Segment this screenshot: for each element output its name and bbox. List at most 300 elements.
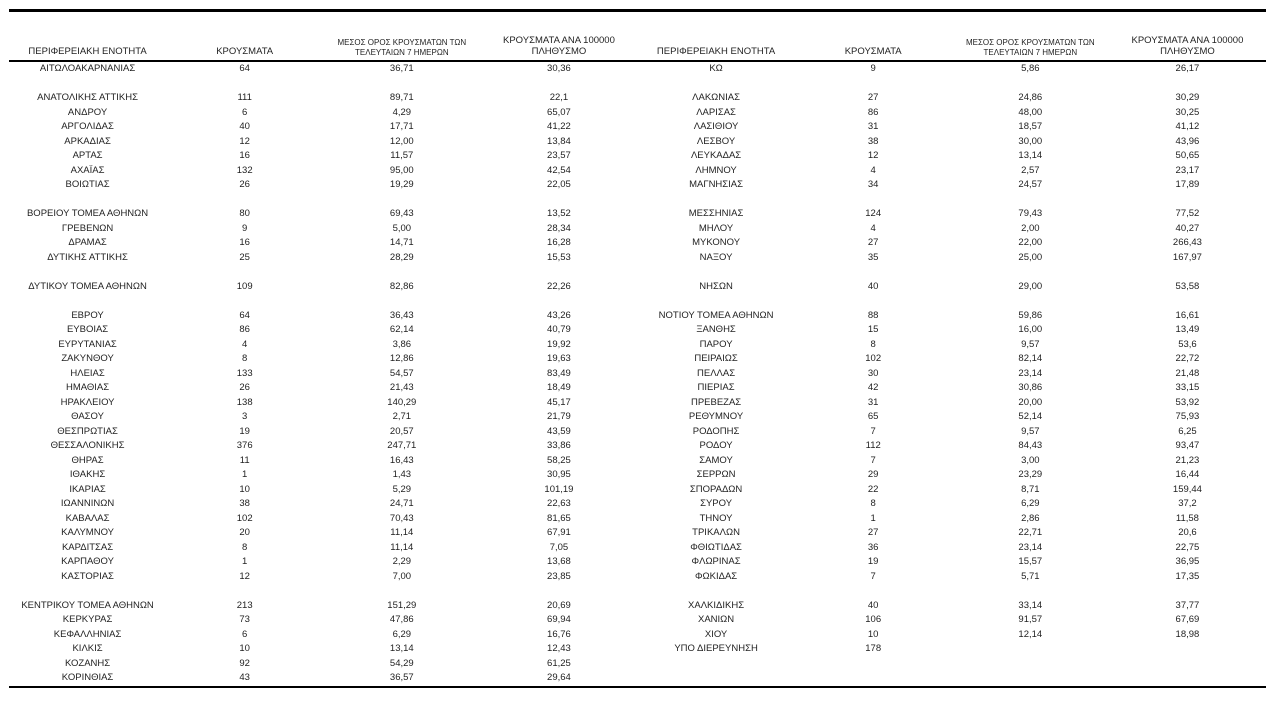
cell-region xyxy=(9,193,166,208)
cell-per100k: 67,91 xyxy=(547,527,571,538)
cell-avg7: 29,00 xyxy=(1018,280,1043,292)
table-row xyxy=(9,236,1266,251)
cell-avg7 xyxy=(952,671,1109,686)
cell-region: ΚΑΡΔΙΤΣΑΣ xyxy=(61,541,114,553)
cell-region: ΧΙΟΥ xyxy=(704,628,728,640)
cell-region: ΗΛΕΙΑΣ xyxy=(70,367,105,379)
cell-cases: 42 xyxy=(867,382,879,393)
cell-cases: 19 xyxy=(239,425,250,437)
cell-cases xyxy=(795,584,952,599)
cell-per100k: 30,29 xyxy=(1175,92,1200,103)
cell-cases: 138 xyxy=(236,396,253,408)
cell-region: ΛΕΥΚΑΔΑΣ xyxy=(690,150,742,161)
cell-region: ΖΑΚΥΝΘΟΥ xyxy=(61,353,114,364)
cell-cases xyxy=(166,265,323,280)
header-cases-right: ΚΡΟΥΣΜΑΤΑ xyxy=(795,12,952,61)
cell-cases: 4 xyxy=(870,222,876,234)
cell-per100k: 16,76 xyxy=(547,628,571,640)
cell-avg7: 7,00 xyxy=(392,570,412,582)
cell-region: ΛΕΣΒΟΥ xyxy=(696,135,736,147)
cell-region: ΚΟΡΙΝΘΙΑΣ xyxy=(61,672,114,683)
cell-per100k xyxy=(480,294,637,309)
table-row xyxy=(9,193,1266,208)
cell-avg7: 21,43 xyxy=(389,382,414,393)
cell-per100k: 13,52 xyxy=(547,208,571,219)
cell-region: ΘΕΣΣΑΛΟΝΙΚΗΣ xyxy=(50,440,125,451)
cell-cases: 213 xyxy=(236,599,253,611)
cell-region: ΑΝΑΤΟΛΙΚΗΣ ΑΤΤΙΚΗΣ xyxy=(37,92,138,103)
cell-cases: 34 xyxy=(867,179,879,190)
header-avg7-left xyxy=(323,12,480,61)
cell-per100k: 30,95 xyxy=(547,469,571,480)
cell-region: ΡΟΔΟΠΗΣ xyxy=(692,425,740,437)
table-row xyxy=(9,584,1266,599)
cell-avg7: 5,86 xyxy=(1021,63,1040,74)
table-row xyxy=(9,164,1266,179)
cell-avg7: 151,29 xyxy=(387,599,417,611)
cell-region xyxy=(9,584,166,599)
cell-cases: 102 xyxy=(236,512,253,524)
cell-avg7 xyxy=(952,265,1109,280)
cell-per100k: 36,95 xyxy=(1175,556,1200,567)
cell-cases: 11 xyxy=(239,454,250,466)
cell-region: ΑΡΤΑΣ xyxy=(72,150,103,161)
table-row xyxy=(9,599,1266,614)
cell-avg7: 2,00 xyxy=(1021,222,1040,234)
cell-region: ΦΩΚΙΔΑΣ xyxy=(694,570,738,582)
cell-avg7: 54,29 xyxy=(389,657,414,669)
cell-per100k: 83,49 xyxy=(547,367,571,379)
cell-avg7 xyxy=(952,584,1109,599)
cell-per100k: 22,63 xyxy=(547,498,571,509)
cell-region: ΧΑΝΙΩΝ xyxy=(697,614,735,625)
cell-per100k: 159,44 xyxy=(1172,483,1202,495)
table-row xyxy=(9,555,1266,570)
cell-cases: 106 xyxy=(865,614,882,625)
cell-per100k: 41,22 xyxy=(547,121,571,132)
cell-avg7: 5,71 xyxy=(1021,570,1040,582)
cell-region: ΘΑΣΟΥ xyxy=(71,411,104,422)
cell-region: ΚΕΝΤΡΙΚΟΥ ΤΟΜΕΑ ΑΘΗΝΩΝ xyxy=(21,599,154,611)
cell-cases: 6 xyxy=(242,628,248,640)
cell-per100k: 42,54 xyxy=(547,164,571,176)
cell-region: ΒΟΡΕΙΟΥ ΤΟΜΕΑ ΑΘΗΝΩΝ xyxy=(26,208,149,219)
cell-region: ΔΥΤΙΚΗΣ ΑΤΤΙΚΗΣ xyxy=(47,251,128,263)
cell-region: ΚΑΣΤΟΡΙΑΣ xyxy=(61,570,114,582)
table-row xyxy=(9,120,1266,135)
cell-cases: 8 xyxy=(242,541,248,553)
cell-per100k: 16,44 xyxy=(1175,469,1200,480)
cell-region: ΚΑΛΥΜΝΟΥ xyxy=(61,527,114,538)
cell-avg7: 8,71 xyxy=(1021,483,1040,495)
cell-cases: 30 xyxy=(867,367,879,379)
cell-per100k: 18,49 xyxy=(547,382,571,393)
cell-avg7: 16,00 xyxy=(1018,324,1043,335)
cell-avg7: 2,57 xyxy=(1021,164,1040,176)
header-per100k-right xyxy=(1109,12,1266,61)
cell-avg7 xyxy=(952,642,1109,657)
cell-cases: 111 xyxy=(237,92,252,103)
cell-avg7 xyxy=(323,584,480,599)
cell-per100k: 11,58 xyxy=(1175,512,1199,524)
cell-cases: 1 xyxy=(242,556,248,567)
cell-region: ΔΥΤΙΚΟΥ ΤΟΜΕΑ ΑΘΗΝΩΝ xyxy=(28,280,147,292)
cell-per100k: 26,17 xyxy=(1175,63,1200,74)
cell-per100k: 22,05 xyxy=(547,179,571,190)
cell-per100k: 43,26 xyxy=(547,309,571,321)
table-row xyxy=(9,613,1266,628)
cell-avg7: 16,43 xyxy=(389,454,414,466)
cell-cases: 40 xyxy=(867,280,879,292)
cell-region: ΚΕΦΑΛΛΗΝΙΑΣ xyxy=(53,628,122,640)
cell-avg7: 11,57 xyxy=(390,150,414,161)
cell-region: ΡΕΘΥΜΝΟΥ xyxy=(688,411,744,422)
cell-cases xyxy=(795,294,952,309)
cell-cases: 132 xyxy=(236,164,253,176)
cell-cases xyxy=(166,584,323,599)
cell-per100k: 29,64 xyxy=(547,672,571,683)
table-row xyxy=(9,671,1266,686)
cell-per100k: 40,27 xyxy=(1175,222,1200,234)
cell-region: ΒΟΙΩΤΙΑΣ xyxy=(65,179,110,190)
cell-cases: 36 xyxy=(867,541,879,553)
header-avg7-line2: ΤΕΛΕΥΤΑΙΩΝ 7 ΗΜΕΡΩΝ xyxy=(983,47,1078,57)
cell-region xyxy=(9,294,166,309)
cell-cases: 133 xyxy=(236,367,253,379)
cell-per100k: 30,25 xyxy=(1175,106,1200,118)
cell-region: ΥΠΟ ΔΙΕΡΕΥΝΗΣΗ xyxy=(674,643,758,654)
cell-cases: 9 xyxy=(870,63,876,74)
cell-avg7: 23,14 xyxy=(1018,367,1043,379)
cell-per100k xyxy=(1109,671,1266,686)
cell-region xyxy=(638,584,795,599)
cell-per100k: 43,96 xyxy=(1175,135,1200,147)
table-row xyxy=(9,512,1266,527)
cell-region: ΠΑΡΟΥ xyxy=(699,338,733,350)
cell-per100k: 22,1 xyxy=(549,92,569,103)
cell-region xyxy=(9,77,166,92)
cell-cases: 376 xyxy=(236,440,253,451)
cell-avg7: 79,43 xyxy=(1018,208,1043,219)
header-cases-left: ΚΡΟΥΣΜΑΤΑ xyxy=(166,12,323,61)
header-avg7-right xyxy=(952,12,1109,61)
cell-cases xyxy=(795,657,952,672)
table-row xyxy=(9,381,1266,396)
cell-cases: 12 xyxy=(239,570,250,582)
cell-avg7: 12,00 xyxy=(389,135,414,147)
cell-avg7: 6,29 xyxy=(392,628,412,640)
cell-region: ΚΩ xyxy=(709,63,723,74)
header-avg7-line1: ΜΕΣΟΣ ΟΡΟΣ ΚΡΟΥΣΜΑΤΩΝ ΤΩΝ xyxy=(965,38,1095,47)
cell-per100k: 75,93 xyxy=(1175,411,1200,422)
cell-cases xyxy=(795,265,952,280)
cell-avg7: 18,57 xyxy=(1018,121,1043,132)
cell-region: ΝΟΤΙΟΥ ΤΟΜΕΑ ΑΘΗΝΩΝ xyxy=(658,309,774,321)
cell-avg7: 36,43 xyxy=(389,309,414,321)
cell-cases: 109 xyxy=(236,280,253,292)
cell-region: ΛΑΚΩΝΙΑΣ xyxy=(692,92,740,103)
table-row xyxy=(9,541,1266,556)
table-row xyxy=(9,294,1266,309)
table-row xyxy=(9,77,1266,92)
table-row xyxy=(9,265,1266,280)
table-row xyxy=(9,468,1266,483)
header-per100k-line1: ΚΡΟΥΣΜΑΤΑ ΑΝΑ 100000 xyxy=(1131,35,1244,46)
cell-cases: 27 xyxy=(867,237,879,248)
cell-region: ΜΥΚΟΝΟΥ xyxy=(692,237,741,248)
cell-cases: 15 xyxy=(867,324,879,335)
cell-region: ΠΕΙΡΑΙΩΣ xyxy=(694,353,738,364)
cell-per100k xyxy=(1109,193,1266,208)
cell-cases: 64 xyxy=(239,309,250,321)
cell-cases: 31 xyxy=(867,396,879,408)
table-row xyxy=(9,454,1266,469)
cell-cases: 40 xyxy=(239,121,250,132)
cell-cases: 19 xyxy=(867,556,879,567)
cell-region: ΚΙΛΚΙΣ xyxy=(72,643,103,654)
cell-avg7: 23,29 xyxy=(1018,469,1043,480)
cell-avg7 xyxy=(323,193,480,208)
cell-region: ΚΕΡΚΥΡΑΣ xyxy=(62,614,113,625)
cell-per100k: 23,17 xyxy=(1175,164,1200,176)
cell-per100k xyxy=(1109,265,1266,280)
cell-cases: 7 xyxy=(870,570,876,582)
cell-avg7: 70,43 xyxy=(389,512,414,524)
cell-avg7: 89,71 xyxy=(389,92,414,103)
cell-avg7: 2,29 xyxy=(392,556,412,567)
table-row xyxy=(9,352,1266,367)
cell-per100k: 266,43 xyxy=(1172,237,1202,248)
cell-cases: 9 xyxy=(242,222,248,234)
cell-per100k: 77,52 xyxy=(1175,208,1200,219)
cell-avg7: 47,86 xyxy=(389,614,414,625)
cell-avg7 xyxy=(323,265,480,280)
cell-per100k: 22,72 xyxy=(1175,353,1200,364)
table-row xyxy=(9,628,1266,643)
cell-per100k: 37,2 xyxy=(1178,498,1197,509)
cell-region: ΙΚΑΡΙΑΣ xyxy=(69,483,106,495)
cell-cases xyxy=(166,77,323,92)
cell-per100k: 22,26 xyxy=(547,280,571,292)
cell-per100k: 19,92 xyxy=(547,338,571,350)
cell-per100k xyxy=(1109,584,1266,599)
cell-per100k: 16,28 xyxy=(547,237,571,248)
cell-per100k: 12,43 xyxy=(547,643,571,654)
table-row xyxy=(9,483,1266,498)
cell-cases: 7 xyxy=(870,454,876,466)
cell-per100k: 37,77 xyxy=(1175,599,1200,611)
cell-cases: 73 xyxy=(239,614,250,625)
cell-per100k: 61,25 xyxy=(547,657,571,669)
cell-region: ΚΑΒΑΛΑΣ xyxy=(65,512,110,524)
cell-per100k: 41,12 xyxy=(1175,121,1200,132)
cell-region: ΦΘΙΩΤΙΔΑΣ xyxy=(690,541,742,553)
cell-region: ΔΡΑΜΑΣ xyxy=(68,237,107,248)
cell-avg7: 84,43 xyxy=(1018,440,1043,451)
cell-per100k xyxy=(480,193,637,208)
cell-avg7: 12,86 xyxy=(389,353,414,364)
cell-per100k: 30,36 xyxy=(547,63,571,74)
cell-avg7: 13,14 xyxy=(389,643,414,654)
cell-region: ΑΡΚΑΔΙΑΣ xyxy=(64,135,111,147)
cell-avg7: 15,57 xyxy=(1018,556,1043,567)
cell-avg7: 3,86 xyxy=(392,338,412,350)
table-row xyxy=(9,338,1266,353)
header-region-right: ΠΕΡΙΦΕΡΕΙΑΚΗ ΕΝΟΤΗΤΑ xyxy=(638,12,795,61)
cell-per100k: 13,49 xyxy=(1175,324,1200,335)
cell-cases xyxy=(166,294,323,309)
cell-per100k: 21,79 xyxy=(547,411,571,422)
table-row xyxy=(9,91,1266,106)
cell-per100k: 23,85 xyxy=(547,570,571,582)
cell-region: ΙΘΑΚΗΣ xyxy=(69,469,106,480)
table-row xyxy=(9,439,1266,454)
cell-region xyxy=(638,265,795,280)
table-row xyxy=(9,251,1266,266)
cell-cases: 20 xyxy=(239,527,250,538)
table-row xyxy=(9,570,1266,585)
table-header-row xyxy=(9,12,1266,61)
cell-cases: 65 xyxy=(867,411,879,422)
table-row xyxy=(9,497,1266,512)
cell-cases: 8 xyxy=(242,353,248,364)
cell-cases: 92 xyxy=(239,657,250,669)
cell-cases: 27 xyxy=(867,527,879,538)
cell-region: ΑΙΤΩΛΟΑΚΑΡΝΑΝΙΑΣ xyxy=(39,63,136,74)
table-row xyxy=(9,135,1266,150)
cell-avg7: 13,14 xyxy=(1018,150,1043,161)
cell-avg7 xyxy=(952,193,1109,208)
cell-cases: 86 xyxy=(239,324,250,335)
cell-cases: 178 xyxy=(865,643,882,654)
cell-avg7: 9,57 xyxy=(1021,425,1040,437)
cell-region: ΑΡΓΟΛΙΔΑΣ xyxy=(61,121,114,132)
cell-avg7: 2,86 xyxy=(1021,512,1040,524)
cell-cases: 64 xyxy=(239,63,250,74)
cell-cases: 40 xyxy=(867,599,879,611)
cell-avg7: 247,71 xyxy=(387,440,417,451)
cell-region: ΝΑΞΟΥ xyxy=(699,251,733,263)
bottom-border-rule xyxy=(9,686,1266,688)
cell-cases: 12 xyxy=(239,135,250,147)
cell-cases: 10 xyxy=(239,643,250,654)
cell-avg7 xyxy=(323,294,480,309)
cell-avg7: 1,43 xyxy=(392,469,412,480)
cell-avg7: 25,00 xyxy=(1018,251,1043,263)
cell-cases: 35 xyxy=(867,251,879,263)
cell-cases: 1 xyxy=(870,512,876,524)
cell-avg7: 30,00 xyxy=(1018,135,1043,147)
cell-per100k: 21,23 xyxy=(1175,454,1200,466)
cell-per100k: 43,59 xyxy=(547,425,571,437)
cell-cases: 7 xyxy=(870,425,876,437)
cell-avg7: 36,57 xyxy=(389,672,414,683)
cell-per100k: 58,25 xyxy=(547,454,571,466)
cell-avg7 xyxy=(323,77,480,92)
cell-avg7: 24,71 xyxy=(389,498,414,509)
cell-region: ΜΗΛΟΥ xyxy=(698,222,734,234)
cell-avg7: 19,29 xyxy=(389,179,414,190)
cell-avg7: 5,29 xyxy=(392,483,412,495)
cell-avg7: 11,14 xyxy=(390,527,414,538)
cell-cases: 16 xyxy=(239,150,250,161)
cell-region: ΚΟΖΑΝΗΣ xyxy=(64,657,111,669)
cell-cases: 38 xyxy=(239,498,250,509)
cell-per100k: 7,05 xyxy=(549,541,569,553)
cell-cases: 3 xyxy=(242,411,248,422)
cell-avg7: 82,14 xyxy=(1018,353,1043,364)
cell-region: ΛΑΡΙΣΑΣ xyxy=(696,106,736,118)
cell-per100k: 15,53 xyxy=(547,251,571,263)
cell-avg7: 3,00 xyxy=(1021,454,1040,466)
table-row xyxy=(9,657,1266,672)
cell-per100k: 13,68 xyxy=(547,556,571,567)
cell-per100k: 17,89 xyxy=(1175,179,1200,190)
cell-cases: 124 xyxy=(865,208,882,219)
cell-region: ΜΕΣΣΗΝΙΑΣ xyxy=(688,208,744,219)
cell-region: ΣΑΜΟΥ xyxy=(699,454,733,466)
cell-per100k: 69,94 xyxy=(547,614,571,625)
cell-region xyxy=(638,193,795,208)
cell-per100k: 101,19 xyxy=(544,483,574,495)
cell-per100k: 33,86 xyxy=(547,440,571,451)
table-row xyxy=(9,425,1266,440)
table-row xyxy=(9,280,1266,295)
cell-region: ΤΡΙΚΑΛΩΝ xyxy=(692,527,740,538)
cell-region: ΙΩΑΝΝΙΝΩΝ xyxy=(60,498,115,509)
cell-region: ΑΧΑΪΑΣ xyxy=(70,164,105,176)
header-per100k-line1: ΚΡΟΥΣΜΑΤΑ ΑΝΑ 100000 xyxy=(502,35,615,46)
cell-per100k: 22,75 xyxy=(1175,541,1200,553)
header-avg7-line2: ΤΕΛΕΥΤΑΙΩΝ 7 ΗΜΕΡΩΝ xyxy=(355,47,449,57)
cell-region xyxy=(9,265,166,280)
table-row xyxy=(9,410,1266,425)
cell-avg7 xyxy=(952,657,1109,672)
cell-avg7: 17,71 xyxy=(389,121,414,132)
cell-cases: 80 xyxy=(239,208,250,219)
cell-region: ΧΑΛΚΙΔΙΚΗΣ xyxy=(688,599,745,611)
cell-avg7: 4,29 xyxy=(392,106,412,118)
cell-region: ΕΥΒΟΙΑΣ xyxy=(66,324,109,335)
cell-cases: 8 xyxy=(870,338,876,350)
cell-avg7: 91,57 xyxy=(1018,614,1043,625)
cell-per100k: 23,57 xyxy=(547,150,571,161)
cell-cases xyxy=(795,671,952,686)
table-row xyxy=(9,222,1266,237)
cell-cases: 8 xyxy=(870,498,876,509)
cell-cases xyxy=(795,77,952,92)
cell-cases: 6 xyxy=(242,106,248,118)
cell-avg7: 5,00 xyxy=(392,222,412,234)
cell-region: ΠΡΕΒΕΖΑΣ xyxy=(690,396,742,408)
cell-avg7: 24,86 xyxy=(1018,92,1043,103)
cell-avg7: 2,71 xyxy=(392,411,412,422)
cell-avg7: 82,86 xyxy=(389,280,414,292)
cell-per100k: 28,34 xyxy=(547,222,571,234)
cell-avg7: 48,00 xyxy=(1018,106,1043,118)
table-row xyxy=(9,207,1266,222)
cell-region xyxy=(638,77,795,92)
cell-avg7: 69,43 xyxy=(389,208,414,219)
table-row xyxy=(9,396,1266,411)
cell-region: ΓΡΕΒΕΝΩΝ xyxy=(61,222,114,234)
cell-avg7: 20,57 xyxy=(389,425,414,437)
table-row xyxy=(9,106,1266,121)
cell-cases: 88 xyxy=(867,309,879,321)
regional-cases-table xyxy=(9,12,1266,686)
header-avg7-line1: ΜΕΣΟΣ ΟΡΟΣ ΚΡΟΥΣΜΑΤΩΝ ΤΩΝ xyxy=(337,38,467,47)
cell-cases: 31 xyxy=(867,121,879,132)
